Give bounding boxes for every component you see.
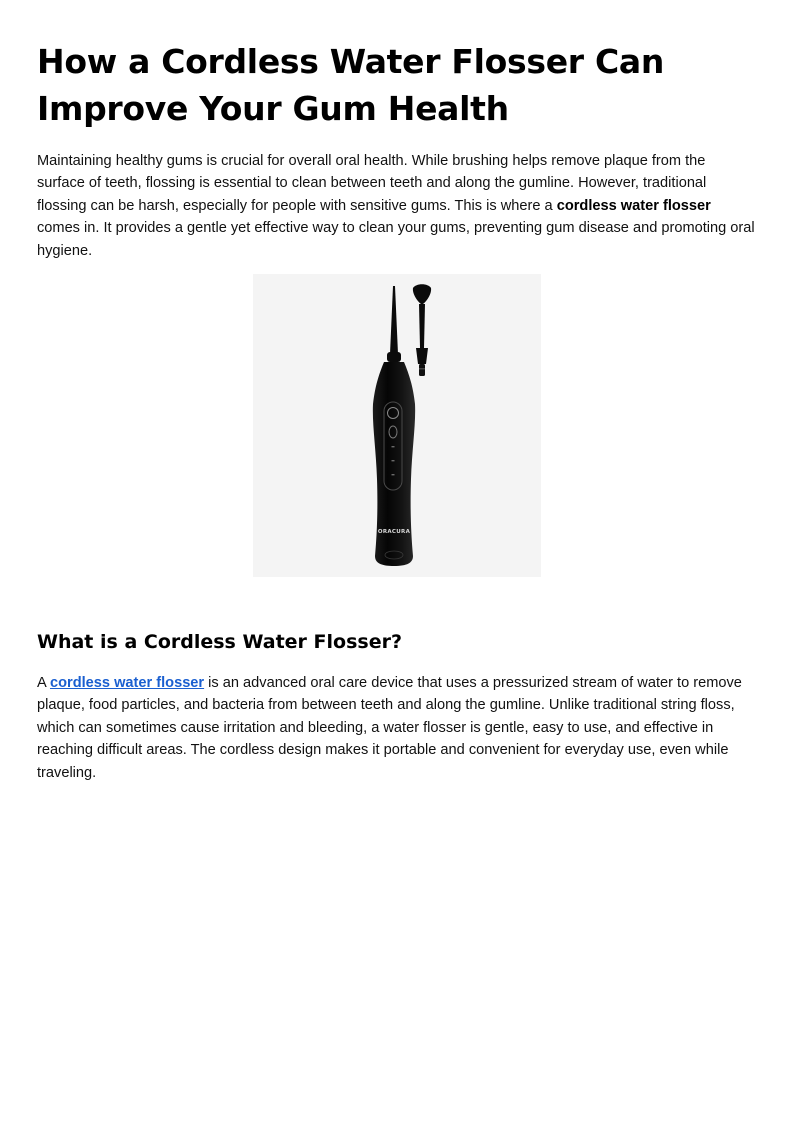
nozzle-tip xyxy=(390,286,398,354)
intro-text-end: comes in. It provides a gentle yet effective way to clean your gums, preventing gum disease and promoting oral hygiene. xyxy=(37,220,755,259)
indicator-light-3 xyxy=(392,474,395,475)
cordless-water-flosser-link[interactable]: cordless water flosser xyxy=(49,675,205,691)
article-title: How a Cordless Water Flosser Can Improve Your Gum Health xyxy=(37,42,665,128)
intro-bold-keyword: cordless water flosser xyxy=(556,197,711,214)
brand-logo-text: ORACURA xyxy=(377,529,411,535)
spare-nozzle-end xyxy=(419,364,425,376)
section-paragraph xyxy=(37,672,757,784)
intro-text-start: Maintaining healthy gums is crucial for overall oral health. While brushing helps remove plaque from the surface of teeth, flossing is essential to clean between teeth and along the gumline. However, traditional flossing can be harsh, especially for people with sensitive gums. This is where a xyxy=(37,153,707,214)
spare-nozzle-collar xyxy=(416,348,428,364)
article xyxy=(37,38,757,781)
intro-paragraph xyxy=(37,150,757,262)
indicator-light-1 xyxy=(392,446,395,447)
spare-nozzle-stem xyxy=(419,304,425,348)
indicator-light-2 xyxy=(392,460,395,461)
section-text-end: is an advanced oral care device that uses a pressurized stream of water to remove plaque, food particles, and bacteria from between teeth and along the gumline. Unlike traditional string floss, which can sometimes cause irritation and bleeding, a water flosser is gentle, easy to use, and effective in reaching difficult areas. The cordless design makes it portable and convenient for everyday use, even while traveling. xyxy=(37,675,742,781)
flosser-body xyxy=(373,362,415,566)
section-text-start: A xyxy=(37,675,50,691)
water-flosser-illustration xyxy=(253,274,541,577)
spare-nozzle-head xyxy=(413,284,431,304)
nozzle-collar xyxy=(387,352,401,362)
section-heading: What is a Cordless Water Flosser? xyxy=(37,631,402,653)
product-image xyxy=(253,274,541,577)
spare-nozzle-end-band xyxy=(419,368,425,370)
